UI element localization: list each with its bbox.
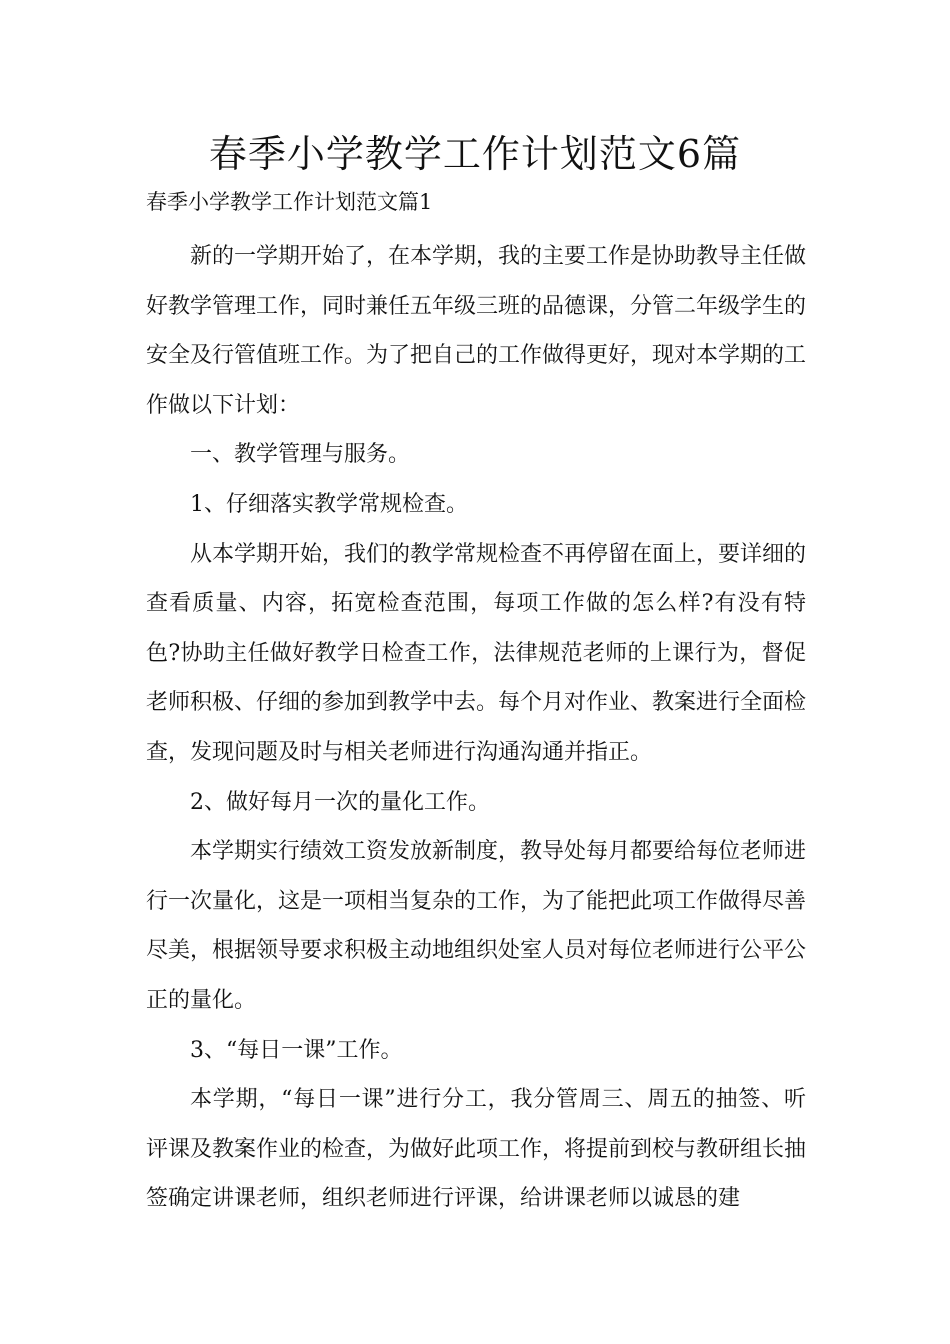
paragraph: 新的一学期开始了，在本学期，我的主要工作是协助教导主任做好教学管理工作，同时兼任五年级三班的品德课，分管二年级学生的安全及行管值班工作。为了把自己的工作做得更好，现对本学期的工作做以下计划： bbox=[146, 244, 807, 418]
document-title: 春季小学教学工作计划范文6篇 bbox=[208, 132, 742, 176]
paragraph: 1、仔细落实教学常规检查。 bbox=[190, 491, 468, 517]
paragraph: 本学期，“每日一课”进行分工，我分管周三、周五的抽签、听评课及教案作业的检查，为做好此项工作，将提前到校与教研组长抽签确定讲课老师，组织老师进行评课，给讲课老师以诚恳的建 bbox=[146, 1087, 807, 1212]
paragraph: 一、教学管理与服务。 bbox=[190, 442, 411, 468]
document-body bbox=[146, 232, 806, 1224]
section-heading: 春季小学教学工作计划范文篇1 bbox=[146, 190, 433, 214]
paragraph: 3、“每日一课”工作。 bbox=[190, 1037, 403, 1063]
paragraph: 2、做好每月一次的量化工作。 bbox=[190, 789, 490, 815]
paragraph: 从本学期开始，我们的教学常规检查不再停留在面上，要详细的查看质量、内容，拓宽检查范围，每项工作做的怎么样?有没有特色?协助主任做好教学日检查工作，法律规范老师的上课行为，督促老师积极、仔细的参加到教学中去。每个月对作业、教案进行全面检查，发现问题及时与相关老师进行沟通沟通并指正。 bbox=[146, 541, 807, 765]
paragraph: 本学期实行绩效工资发放新制度，教导处每月都要给每位老师进行一次量化，这是一项相当复杂的工作，为了能把此项工作做得尽善尽美，根据领导要求积极主动地组织处室人员对每位老师进行公平公正的量化。 bbox=[146, 839, 807, 1013]
